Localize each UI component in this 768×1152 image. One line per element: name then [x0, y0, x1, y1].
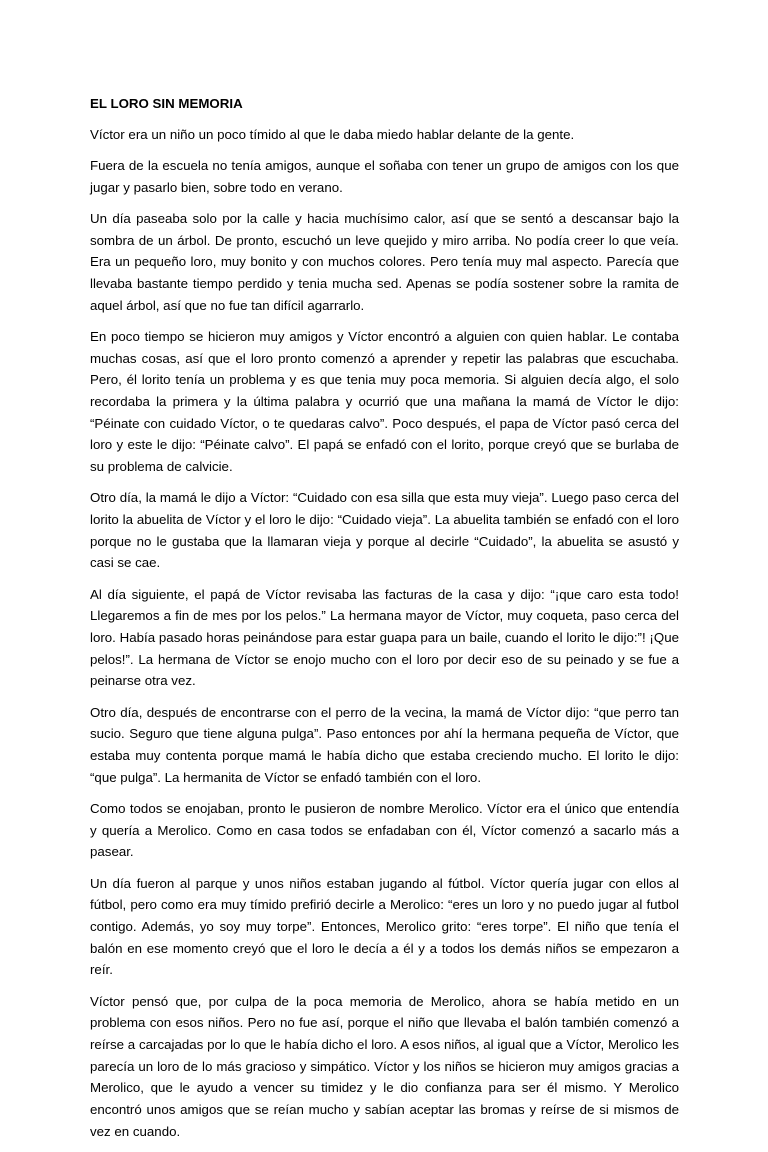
- paragraph: Fuera de la escuela no tenía amigos, aunque el soñaba con tener un grupo de amigos con los que jugar y pasarlo bien, sobre todo en verano.: [90, 157, 679, 195]
- paragraph: Otro día, después de encontrarse con el perro de la vecina, la mamá de Víctor dijo: “que perro tan sucio. Seguro que tiene alguna pulga”. Paso entonces por ahí la hermana pequeña de Víctor, que estaba muy contenta porque mamá le había dicho que estaba creciendo mucho. El lorito le dijo: “que pulga”. La hermanita de Víctor se enfadó también con el loro.: [90, 704, 679, 785]
- paragraph: Otro día, la mamá le dijo a Víctor: “Cuidado con esa silla que esta muy vieja”. Luego paso cerca del lorito la abuelita de Víctor y el loro le dijo: “Cuidado vieja”. La abuelita también se enfadó con el loro porque no le gustaba que la llamaran vieja y porque al decirle “Cuidado”, la abuelita se asustó y casi se cae.: [90, 490, 679, 571]
- document-title: EL LORO SIN MEMORIA: [90, 96, 243, 111]
- paragraph: Víctor pensó que, por culpa de la poca memoria de Merolico, ahora se había metido en un problema con esos niños. Pero no fue así, porque el niño que llevaba el balón también comenzó a reírse a carcajadas por lo que le había dicho el loro. A esos niños, al igual que a Víctor, Merolico les parecía un loro de lo más gracioso y simpático. Víctor y los niños se hicieron muy amigos gracias a Merolico, que le ayudo a vencer su timidez y le dio confianza para ser él mismo. Y Merolico encontró unos amigos que se reían mucho y sabían aceptar las bromas y reírse de si mismos de vez en cuando.: [90, 993, 679, 1139]
- paragraph: Un día fueron al parque y unos niños estaban jugando al fútbol. Víctor quería jugar con ellos al fútbol, pero como era muy tímido prefirió decirle a Merolico: “eres un loro y no puedo jugar al futbol contigo. Además, yo soy muy torpe”. Entonces, Merolico grito: “eres torpe”. El niño que tenía el balón en ese momento creyó que el loro le decía a él y a todos los demás niños se empezaron a reír.: [90, 875, 679, 978]
- paragraph: En poco tiempo se hicieron muy amigos y Víctor encontró a alguien con quien hablar. Le contaba muchas cosas, así que el loro pronto comenzó a aprender y repetir las palabras que escuchaba. Pero, él lorito tenía un problema y es que tenia muy poca memoria. Si alguien decía algo, el solo recordaba la primera y la última palabra y ocurrió que una mañana la mamá de Víctor le dijo: “Péinate con cuidado Víctor, o te quedaras calvo”. Poco después, el papa de Víctor pasó cerca del loro y este le dijo: “Péinate calvo”. El papá se enfadó con el lorito, porque creyó que se burlaba de su problema de calvicie.: [90, 328, 679, 475]
- paragraph: Un día paseaba solo por la calle y hacia muchísimo calor, así que se sentó a descansar bajo la sombra de un árbol. De pronto, escuchó un leve quejido y miro arriba. No podía creer lo que veía. Era un pequeño loro, muy bonito y con muchos colores. Pero tenía muy mal aspecto. Parecía que llevaba bastante tiempo perdido y tenia mucha sed. Apenas se podía sostener sobre la ramita de aquel árbol, así que no fue tan difícil agarrarlo.: [90, 210, 679, 313]
- paragraph: Al día siguiente, el papá de Víctor revisaba las facturas de la casa y dijo: “¡que caro esta todo! Llegaremos a fin de mes por los pelos.” La hermana mayor de Víctor, muy coqueta, paso cerca del loro. Había pasado horas peinándose para estar guapa para un baile, cuando el lorito le dijo:”! ¡Que pelos!”. La hermana de Víctor se enojo mucho con el loro por decir eso de su peinado y se fue a peinarse otra vez.: [90, 586, 679, 689]
- paragraph: Víctor era un niño un poco tímido al que le daba miedo hablar delante de la gente.: [90, 126, 575, 142]
- document-page: [90, 93, 679, 1152]
- paragraph: Como todos se enojaban, pronto le pusieron de nombre Merolico. Víctor era el único que entendía y quería a Merolico. Como en casa todos se enfadaban con él, Víctor comenzó a sacarlo más a pasear.: [90, 800, 679, 860]
